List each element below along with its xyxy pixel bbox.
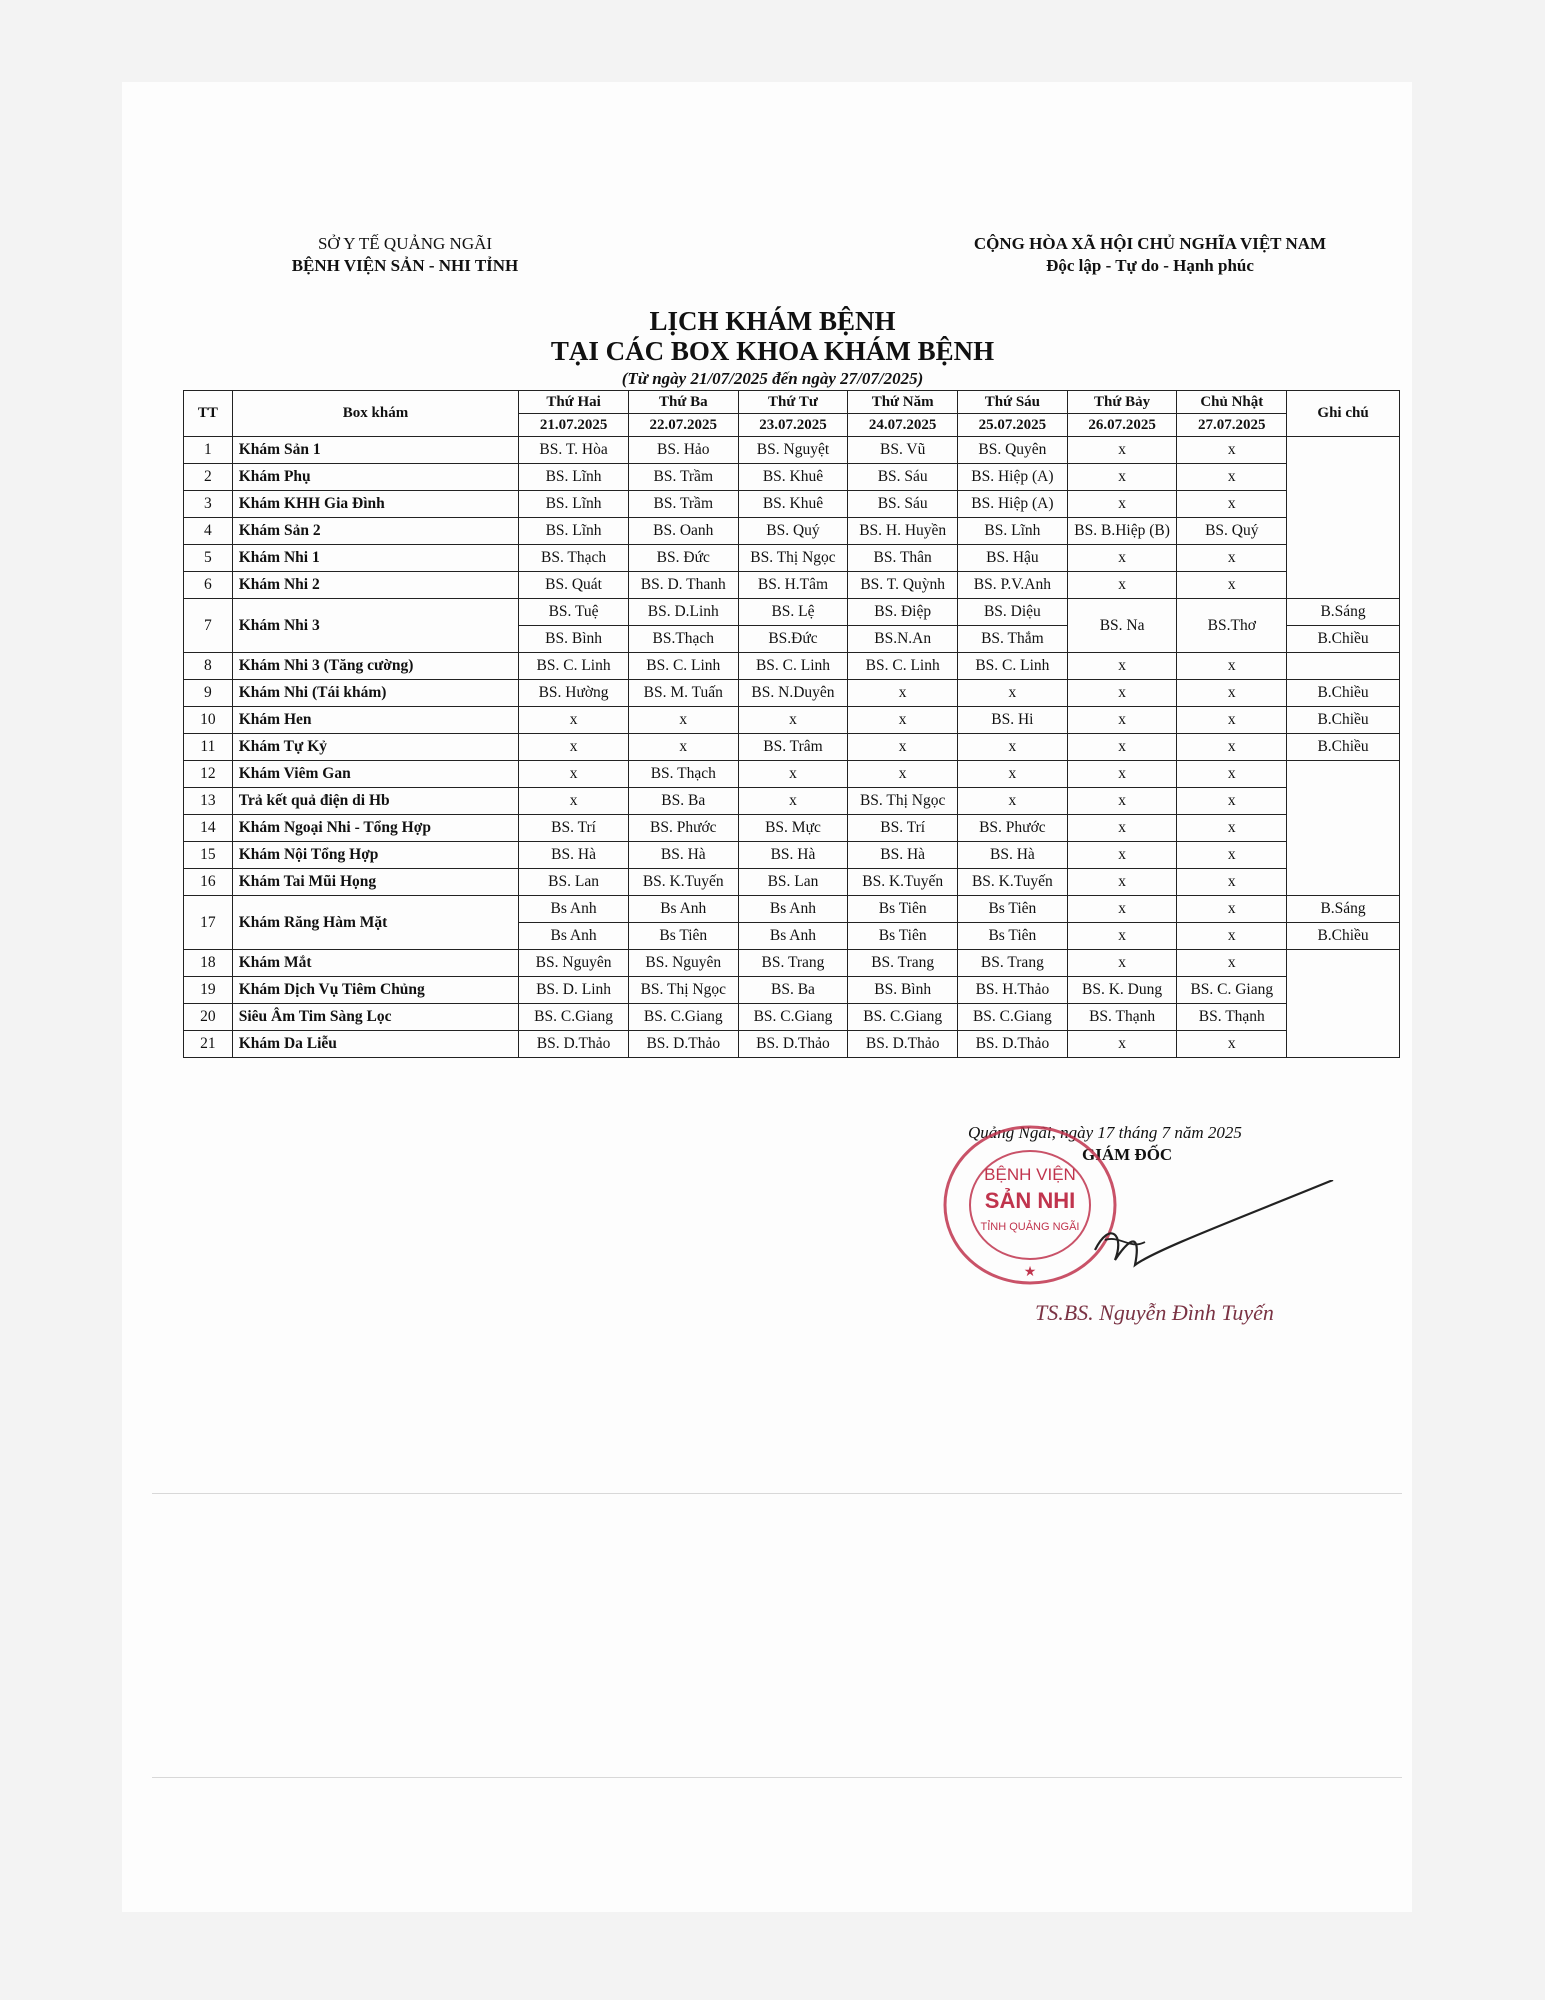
note-cell-empty: [1287, 437, 1400, 599]
schedule-cell: x: [1067, 842, 1177, 869]
schedule-cell: x: [1177, 707, 1287, 734]
note-cell: B.Chiều: [1287, 707, 1400, 734]
schedule-cell: Bs Tiên: [628, 923, 738, 950]
col-note-header: Ghi chú: [1287, 391, 1400, 437]
row-number: 2: [184, 464, 233, 491]
schedule-cell: BS.Đức: [738, 626, 848, 653]
box-name: Khám Sản 2: [232, 518, 518, 545]
schedule-cell: BS. Thạnh: [1177, 1004, 1287, 1031]
schedule-cell: BS. Trang: [848, 950, 958, 977]
schedule-cell: BS. D.Thảo: [848, 1031, 958, 1058]
schedule-cell: BS.Thạch: [628, 626, 738, 653]
schedule-cell: BS. T. Hòa: [519, 437, 629, 464]
box-name: Khám Nhi 3 (Tăng cường): [232, 653, 518, 680]
schedule-cell: x: [1177, 437, 1287, 464]
schedule-cell: BS. K.Tuyến: [848, 869, 958, 896]
schedule-cell: x: [738, 707, 848, 734]
schedule-cell: x: [1067, 896, 1177, 923]
day-name-header: Thứ Hai: [519, 391, 629, 414]
row-number: 8: [184, 653, 233, 680]
schedule-cell: Bs Tiên: [958, 896, 1068, 923]
schedule-cell: x: [519, 761, 629, 788]
schedule-cell: BS. Trang: [958, 950, 1068, 977]
schedule-cell: BS. Lĩnh: [519, 518, 629, 545]
doc-date-range: (Từ ngày 21/07/2025 đến ngày 27/07/2025): [621, 369, 924, 388]
schedule-cell: BS. Quý: [1177, 518, 1287, 545]
schedule-cell: x: [848, 761, 958, 788]
schedule-cell: BS. C. Linh: [848, 653, 958, 680]
schedule-cell: x: [628, 707, 738, 734]
schedule-cell: BS. Trí: [848, 815, 958, 842]
signature-date: Quảng Ngãi, ngày 17 tháng 7 năm 2025: [968, 1123, 1242, 1142]
schedule-cell: BS. Hiệp (A): [958, 491, 1068, 518]
schedule-cell: BS. M. Tuấn: [628, 680, 738, 707]
table-row: [184, 653, 1400, 680]
day-name-header: Thứ Bảy: [1067, 391, 1177, 414]
schedule-cell: BS. Oanh: [628, 518, 738, 545]
schedule-cell: x: [1067, 761, 1177, 788]
day-date-header: 24.07.2025: [848, 414, 958, 437]
schedule-cell: x: [958, 761, 1068, 788]
schedule-cell: BS. Lan: [519, 869, 629, 896]
schedule-cell: BS.Thơ: [1177, 599, 1287, 653]
box-name: Khám Hen: [232, 707, 518, 734]
schedule-cell: x: [1177, 680, 1287, 707]
schedule-cell: BS. Nguyên: [628, 950, 738, 977]
schedule-cell: BS. D. Linh: [519, 977, 629, 1004]
schedule-cell: x: [1177, 761, 1287, 788]
schedule-cell: x: [1067, 545, 1177, 572]
table-body: [184, 437, 1400, 1058]
schedule-cell: BS. T. Quỳnh: [848, 572, 958, 599]
note-cell: B.Sáng: [1287, 896, 1400, 923]
schedule-cell: x: [628, 734, 738, 761]
row-number: 7: [184, 599, 233, 653]
schedule-cell: BS. C. Linh: [738, 653, 848, 680]
issuer-header: [255, 233, 555, 277]
schedule-cell: BS. D. Thanh: [628, 572, 738, 599]
schedule-cell: BS. Điệp: [848, 599, 958, 626]
row-number: 14: [184, 815, 233, 842]
day-date-header: 21.07.2025: [519, 414, 629, 437]
note-cell: B.Sáng: [1287, 599, 1400, 626]
schedule-cell: BS. Lĩnh: [519, 491, 629, 518]
row-number: 9: [184, 680, 233, 707]
stamp-line3: TỈNH QUẢNG NGÃI: [980, 1221, 1080, 1233]
schedule-cell: x: [848, 680, 958, 707]
schedule-cell: x: [1067, 950, 1177, 977]
box-name: Khám Nhi 2: [232, 572, 518, 599]
row-number: 17: [184, 896, 233, 950]
schedule-cell: BS. D.Thảo: [958, 1031, 1068, 1058]
schedule-cell: BS. Hường: [519, 680, 629, 707]
table-row: [184, 1004, 1400, 1031]
day-date-header: 25.07.2025: [958, 414, 1068, 437]
schedule-cell: BS. Hi: [958, 707, 1068, 734]
table-row: [184, 977, 1400, 1004]
schedule-cell: x: [958, 680, 1068, 707]
row-number: 21: [184, 1031, 233, 1058]
row-number: 12: [184, 761, 233, 788]
schedule-cell: BS. Trầm: [628, 491, 738, 518]
schedule-cell: BS. Thị Ngọc: [738, 545, 848, 572]
schedule-cell: x: [519, 707, 629, 734]
schedule-cell: BS. Ba: [628, 788, 738, 815]
row-number: 19: [184, 977, 233, 1004]
schedule-cell: x: [1177, 815, 1287, 842]
schedule-cell: BS. K. Dung: [1067, 977, 1177, 1004]
row-number: 3: [184, 491, 233, 518]
schedule-cell: BS. Bình: [848, 977, 958, 1004]
schedule-cell: x: [519, 734, 629, 761]
schedule-cell: x: [848, 707, 958, 734]
schedule-cell: BS. N.Duyên: [738, 680, 848, 707]
row-number: 20: [184, 1004, 233, 1031]
table-row: [184, 950, 1400, 977]
schedule-cell: x: [1177, 734, 1287, 761]
day-date-header: 26.07.2025: [1067, 414, 1177, 437]
row-number: 6: [184, 572, 233, 599]
schedule-cell: BS. H.Tâm: [738, 572, 848, 599]
row-number: 11: [184, 734, 233, 761]
schedule-cell: BS. Thị Ngọc: [628, 977, 738, 1004]
box-name: Siêu Âm Tim Sàng Lọc: [232, 1004, 518, 1031]
schedule-cell: BS. Trang: [738, 950, 848, 977]
stamp-line2: SẢN NHI: [984, 1188, 1076, 1213]
schedule-cell: BS. Quý: [738, 518, 848, 545]
schedule-cell: Bs Tiên: [848, 896, 958, 923]
schedule-cell: BS. Lĩnh: [519, 464, 629, 491]
schedule-cell: x: [1067, 815, 1177, 842]
schedule-cell: x: [958, 734, 1068, 761]
row-number: 18: [184, 950, 233, 977]
table-row: [184, 842, 1400, 869]
row-number: 5: [184, 545, 233, 572]
schedule-cell: x: [1177, 950, 1287, 977]
box-name: Khám Nội Tổng Hợp: [232, 842, 518, 869]
schedule-cell: BS. Vũ: [848, 437, 958, 464]
schedule-cell: x: [958, 788, 1068, 815]
table-row: [184, 815, 1400, 842]
schedule-cell: BS. C.Giang: [628, 1004, 738, 1031]
schedule-cell: x: [1177, 842, 1287, 869]
box-name: Khám Ngoại Nhi - Tổng Hợp: [232, 815, 518, 842]
schedule-cell: x: [1067, 707, 1177, 734]
row-number: 10: [184, 707, 233, 734]
schedule-cell: BS. Diệu: [958, 599, 1068, 626]
schedule-cell: BS. Hảo: [628, 437, 738, 464]
note-cell: B.Chiều: [1287, 626, 1400, 653]
scan-artifact-line: [152, 1777, 1402, 1778]
schedule-cell: BS. Thạch: [628, 761, 738, 788]
schedule-cell: x: [1067, 923, 1177, 950]
schedule-cell: BS. K.Tuyến: [958, 869, 1068, 896]
schedule-cell: x: [1177, 923, 1287, 950]
row-number: 13: [184, 788, 233, 815]
schedule-cell: Bs Anh: [519, 923, 629, 950]
box-name: Khám Nhi (Tái khám): [232, 680, 518, 707]
schedule-cell: Bs Tiên: [958, 923, 1068, 950]
table-row: [184, 437, 1400, 464]
schedule-cell: BS. C. Giang: [1177, 977, 1287, 1004]
table-row: [184, 518, 1400, 545]
schedule-cell: BS. C. Linh: [519, 653, 629, 680]
doc-title: LỊCH KHÁM BỆNH: [649, 306, 896, 336]
national-motto: Độc lập - Tự do - Hạnh phúc: [1046, 256, 1254, 275]
schedule-cell: BS. Thạnh: [1067, 1004, 1177, 1031]
table-row: [184, 464, 1400, 491]
schedule-cell: BS. Mực: [738, 815, 848, 842]
schedule-cell: x: [1067, 572, 1177, 599]
schedule-cell: BS. Trâm: [738, 734, 848, 761]
scan-artifact-line: [152, 1493, 1402, 1494]
header-row-days: [184, 391, 1400, 414]
schedule-cell: Bs Anh: [628, 896, 738, 923]
schedule-cell: BS. Na: [1067, 599, 1177, 653]
day-name-header: Thứ Sáu: [958, 391, 1068, 414]
schedule-cell: BS. Quyên: [958, 437, 1068, 464]
schedule-cell: x: [1067, 680, 1177, 707]
table-row: [184, 707, 1400, 734]
day-name-header: Thứ Tư: [738, 391, 848, 414]
schedule-cell: Bs Anh: [738, 923, 848, 950]
table-row: [184, 599, 1400, 626]
schedule-cell: BS. Hậu: [958, 545, 1068, 572]
schedule-cell: BS. Ba: [738, 977, 848, 1004]
note-cell-empty: [1287, 653, 1400, 680]
schedule-cell: BS. D.Thảo: [738, 1031, 848, 1058]
schedule-cell: x: [738, 761, 848, 788]
schedule-cell: x: [1067, 788, 1177, 815]
schedule-cell: BS. Hà: [738, 842, 848, 869]
schedule-cell: BS. Trầm: [628, 464, 738, 491]
schedule-cell: x: [1177, 491, 1287, 518]
schedule-cell: BS. Hà: [519, 842, 629, 869]
note-cell: B.Chiều: [1287, 923, 1400, 950]
schedule-cell: x: [1177, 869, 1287, 896]
schedule-cell: BS. Hiệp (A): [958, 464, 1068, 491]
schedule-cell: BS. C.Giang: [738, 1004, 848, 1031]
schedule-cell: BS. K.Tuyến: [628, 869, 738, 896]
schedule-cell: Bs Tiên: [848, 923, 958, 950]
schedule-cell: BS. H. Huyền: [848, 518, 958, 545]
schedule-cell: BS. Nguyên: [519, 950, 629, 977]
box-name: Khám KHH Gia Đình: [232, 491, 518, 518]
schedule-cell: Bs Anh: [519, 896, 629, 923]
day-name-header: Chủ Nhật: [1177, 391, 1287, 414]
schedule-cell: BS. C.Giang: [958, 1004, 1068, 1031]
schedule-cell: BS. Sáu: [848, 491, 958, 518]
issuer-department: SỞ Y TẾ QUẢNG NGÃI: [317, 234, 493, 253]
col-tt-header: TT: [184, 391, 233, 437]
schedule-cell: x: [1177, 464, 1287, 491]
box-name: Khám Nhi 1: [232, 545, 518, 572]
schedule-cell: BS. Hà: [628, 842, 738, 869]
schedule-cell: BS. Bình: [519, 626, 629, 653]
schedule-cell: BS. C.Giang: [519, 1004, 629, 1031]
schedule-cell: BS. Khuê: [738, 491, 848, 518]
col-box-header: Box khám: [232, 391, 518, 437]
schedule-cell: BS. Hà: [958, 842, 1068, 869]
schedule-cell: BS. C.Giang: [848, 1004, 958, 1031]
schedule-cell: x: [1067, 1031, 1177, 1058]
schedule-cell: BS. Đức: [628, 545, 738, 572]
national-name: CỘNG HÒA XÃ HỘI CHỦ NGHĨA VIỆT NAM: [973, 234, 1327, 253]
schedule-table: [183, 390, 1400, 1058]
table-row: [184, 761, 1400, 788]
note-cell-empty: [1287, 950, 1400, 1058]
box-name: Khám Răng Hàm Mặt: [232, 896, 518, 950]
table-row: [184, 572, 1400, 599]
schedule-cell: BS. Thị Ngọc: [848, 788, 958, 815]
day-name-header: Thứ Năm: [848, 391, 958, 414]
schedule-cell: BS. Hà: [848, 842, 958, 869]
schedule-cell: BS. D.Linh: [628, 599, 738, 626]
schedule-cell: BS. Khuê: [738, 464, 848, 491]
schedule-cell: BS. Thân: [848, 545, 958, 572]
table-row: [184, 788, 1400, 815]
day-date-header: 22.07.2025: [628, 414, 738, 437]
signer-name: TS.BS. Nguyễn Đình Tuyến: [1035, 1300, 1274, 1325]
schedule-cell: x: [738, 788, 848, 815]
schedule-cell: BS.N.An: [848, 626, 958, 653]
schedule-cell: x: [519, 788, 629, 815]
note-cell-empty: [1287, 761, 1400, 896]
schedule-cell: x: [1177, 653, 1287, 680]
schedule-cell: BS. B.Hiệp (B): [1067, 518, 1177, 545]
schedule-cell: x: [1177, 788, 1287, 815]
table-row: [184, 545, 1400, 572]
schedule-cell: x: [1067, 869, 1177, 896]
box-name: Khám Sản 1: [232, 437, 518, 464]
box-name: Khám Dịch Vụ Tiêm Chủng: [232, 977, 518, 1004]
schedule-cell: x: [1177, 1031, 1287, 1058]
box-name: Trả kết quả điện di Hb: [232, 788, 518, 815]
box-name: Khám Phụ: [232, 464, 518, 491]
signature-role: GIÁM ĐỐC: [1082, 1145, 1173, 1164]
stamp-line1: BỆNH VIỆN: [984, 1165, 1076, 1184]
day-name-header: Thứ Ba: [628, 391, 738, 414]
schedule-cell: x: [1067, 437, 1177, 464]
schedule-cell: BS. C. Linh: [958, 653, 1068, 680]
row-number: 16: [184, 869, 233, 896]
schedule-cell: BS. Sáu: [848, 464, 958, 491]
schedule-cell: BS. Thạch: [519, 545, 629, 572]
table-row: [184, 680, 1400, 707]
row-number: 4: [184, 518, 233, 545]
row-number: 1: [184, 437, 233, 464]
day-date-header: 27.07.2025: [1177, 414, 1287, 437]
schedule-cell: BS. Lệ: [738, 599, 848, 626]
schedule-cell: BS. Phước: [958, 815, 1068, 842]
schedule-cell: BS. Quát: [519, 572, 629, 599]
box-name: Khám Mắt: [232, 950, 518, 977]
schedule-cell: x: [1067, 653, 1177, 680]
box-name: Khám Da Liễu: [232, 1031, 518, 1058]
doc-subtitle: TẠI CÁC BOX KHOA KHÁM BỆNH: [550, 336, 995, 366]
table-row: [184, 734, 1400, 761]
schedule-cell: x: [1177, 545, 1287, 572]
schedule-cell: BS. Tuệ: [519, 599, 629, 626]
stamp-star-icon: ★: [1023, 1265, 1037, 1280]
schedule-cell: BS. Lĩnh: [958, 518, 1068, 545]
schedule-cell: BS. C. Linh: [628, 653, 738, 680]
schedule-cell: x: [1177, 572, 1287, 599]
schedule-cell: BS. Thắm: [958, 626, 1068, 653]
box-name: Khám Tai Mũi Họng: [232, 869, 518, 896]
table-header: [184, 391, 1400, 437]
schedule-cell: BS. Nguyệt: [738, 437, 848, 464]
row-number: 15: [184, 842, 233, 869]
schedule-cell: BS. Trí: [519, 815, 629, 842]
table-row: [184, 869, 1400, 896]
box-name: Khám Nhi 3: [232, 599, 518, 653]
schedule-cell: BS. P.V.Anh: [958, 572, 1068, 599]
note-cell: B.Chiều: [1287, 680, 1400, 707]
issuer-hospital: BỆNH VIỆN SẢN - NHI TỈNH: [291, 256, 519, 275]
table-row: [184, 491, 1400, 518]
table-row: [184, 896, 1400, 923]
schedule-cell: Bs Anh: [738, 896, 848, 923]
schedule-cell: BS. Phước: [628, 815, 738, 842]
schedule-cell: BS. D.Thảo: [519, 1031, 629, 1058]
schedule-cell: BS. Lan: [738, 869, 848, 896]
schedule-cell: x: [848, 734, 958, 761]
table-row: [184, 1031, 1400, 1058]
box-name: Khám Viêm Gan: [232, 761, 518, 788]
note-cell: B.Chiều: [1287, 734, 1400, 761]
box-name: Khám Tự Kỷ: [232, 734, 518, 761]
day-date-header: 23.07.2025: [738, 414, 848, 437]
national-header: [940, 233, 1360, 277]
schedule-cell: x: [1177, 896, 1287, 923]
schedule-cell: x: [1067, 734, 1177, 761]
schedule-cell: x: [1067, 491, 1177, 518]
schedule-cell: x: [1067, 464, 1177, 491]
handwritten-signature: [1085, 1180, 1345, 1280]
schedule-cell: BS. H.Thảo: [958, 977, 1068, 1004]
schedule-cell: BS. D.Thảo: [628, 1031, 738, 1058]
